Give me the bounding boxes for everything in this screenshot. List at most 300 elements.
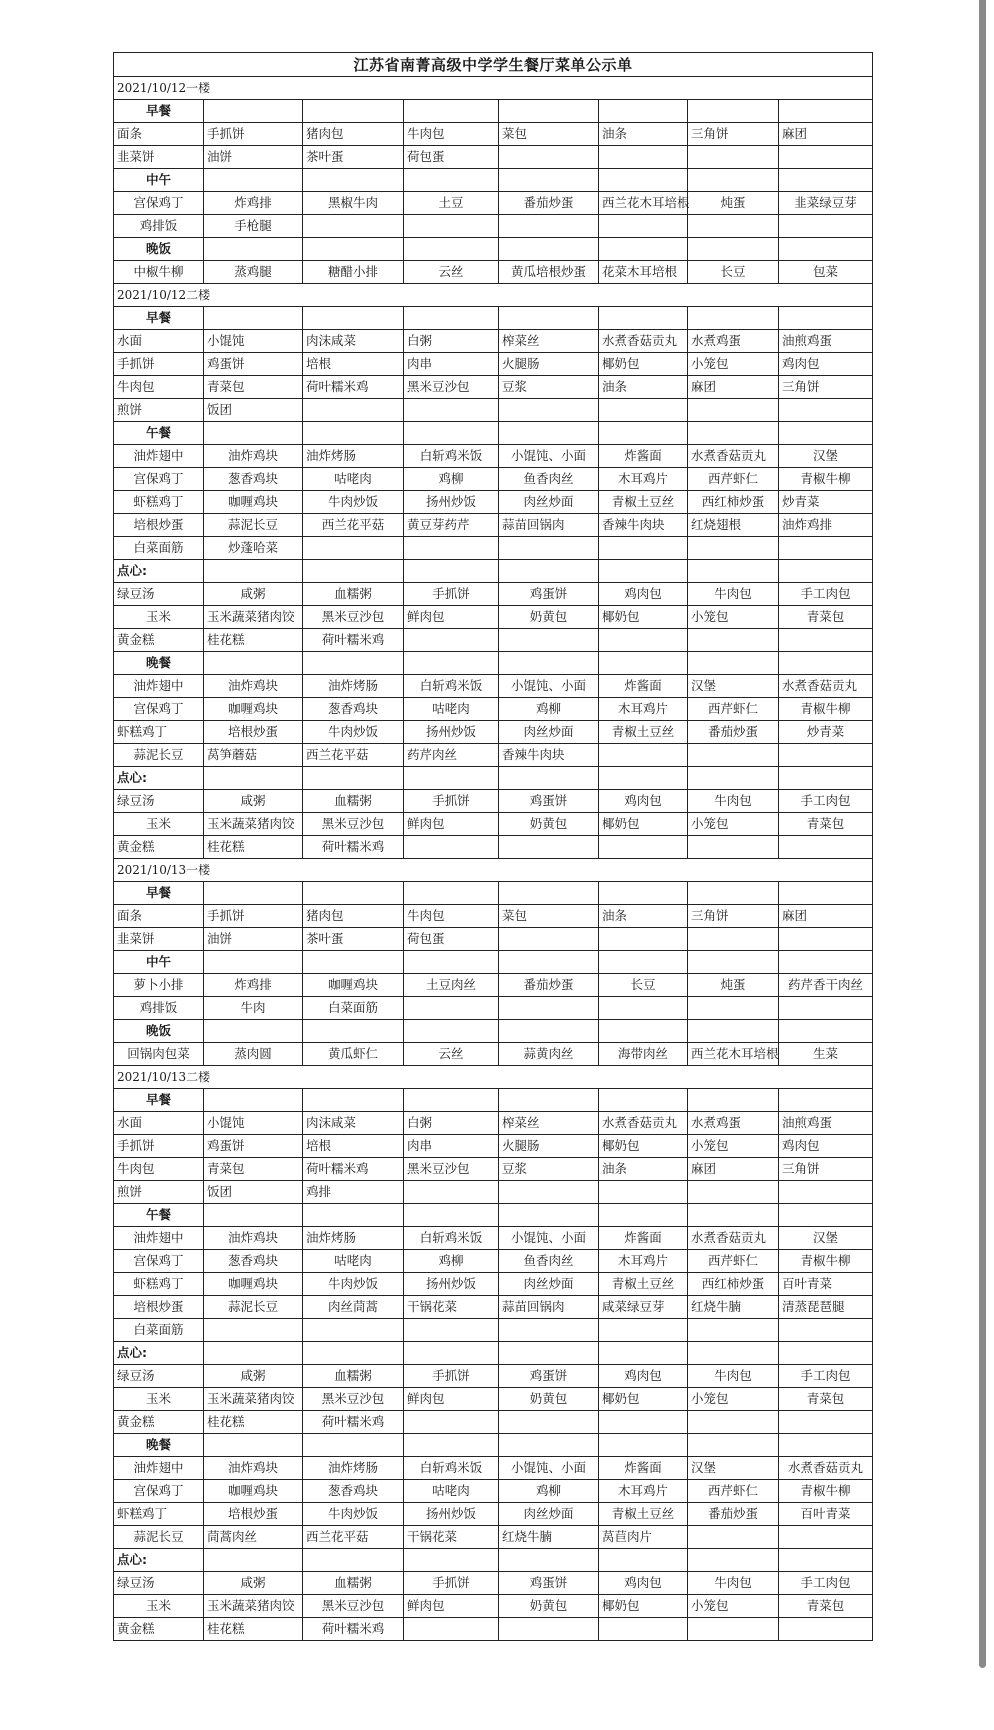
dish-cell: 豆浆 xyxy=(499,1158,599,1181)
empty-cell xyxy=(204,1342,303,1365)
menu-row xyxy=(114,1572,873,1595)
dish-cell: 青椒土豆丝 xyxy=(599,721,688,744)
dish-cell: 肉沫咸菜 xyxy=(303,330,404,353)
empty-cell xyxy=(499,100,599,123)
dish-cell: 干锅花菜 xyxy=(404,1296,499,1319)
empty-cell xyxy=(688,146,779,169)
dish-cell: 青椒牛柳 xyxy=(779,698,873,721)
empty-cell xyxy=(204,767,303,790)
section-date: 2021/10/13二楼 xyxy=(114,1066,873,1089)
dish-cell: 肉丝炒面 xyxy=(499,1503,599,1526)
dish-cell: 番茄炒蛋 xyxy=(499,974,599,997)
empty-cell xyxy=(303,238,404,261)
dish-cell: 扬州炒饭 xyxy=(404,491,499,514)
empty-cell xyxy=(599,537,688,560)
dish-cell: 小馄饨、小面 xyxy=(499,445,599,468)
dish-cell: 蒜泥长豆 xyxy=(204,514,303,537)
menu-row xyxy=(114,192,873,215)
empty-cell xyxy=(779,744,873,767)
empty-cell xyxy=(599,1411,688,1434)
empty-cell xyxy=(303,537,404,560)
dish-cell: 面条 xyxy=(114,123,204,146)
dish-cell: 牛肉炒饭 xyxy=(303,1503,404,1526)
dish-cell: 血糯粥 xyxy=(303,790,404,813)
dish-cell: 小馄饨、小面 xyxy=(499,1457,599,1480)
dish-cell: 桂花糕 xyxy=(204,1411,303,1434)
dish-cell: 咕咾肉 xyxy=(404,698,499,721)
dish-cell: 鲜肉包 xyxy=(404,813,499,836)
dish-cell: 面条 xyxy=(114,905,204,928)
dish-cell: 西兰花平菇 xyxy=(303,514,404,537)
dish-cell: 黄豆芽药芹 xyxy=(404,514,499,537)
dish-cell: 油炸鸡块 xyxy=(204,1227,303,1250)
dish-cell: 番茄炒蛋 xyxy=(688,721,779,744)
dish-cell: 青椒牛柳 xyxy=(779,1250,873,1273)
menu-row xyxy=(114,974,873,997)
menu-row xyxy=(114,721,873,744)
dish-cell: 水煮香菇贡丸 xyxy=(688,1227,779,1250)
dish-cell: 炖蛋 xyxy=(688,192,779,215)
dish-cell: 土豆 xyxy=(404,192,499,215)
menu-row xyxy=(114,1480,873,1503)
dish-cell: 油条 xyxy=(599,376,688,399)
dish-cell: 牛肉包 xyxy=(404,123,499,146)
dish-cell: 蒜黄肉丝 xyxy=(499,1043,599,1066)
dish-cell: 香辣牛肉块 xyxy=(599,514,688,537)
dish-cell: 西芹虾仁 xyxy=(688,468,779,491)
dish-cell: 培根 xyxy=(303,1135,404,1158)
empty-cell xyxy=(688,1181,779,1204)
dish-cell: 血糯粥 xyxy=(303,583,404,606)
empty-cell xyxy=(499,1411,599,1434)
empty-cell xyxy=(779,146,873,169)
empty-cell xyxy=(404,767,499,790)
dish-cell: 鲜肉包 xyxy=(404,1595,499,1618)
empty-cell xyxy=(599,767,688,790)
empty-cell xyxy=(779,1549,873,1572)
empty-cell xyxy=(204,422,303,445)
dish-cell: 榨菜丝 xyxy=(499,330,599,353)
dish-cell: 青椒土豆丝 xyxy=(599,491,688,514)
dish-cell: 红烧牛腩 xyxy=(688,1296,779,1319)
empty-cell xyxy=(204,652,303,675)
dish-cell: 黑米豆沙包 xyxy=(404,1158,499,1181)
dish-cell: 水面 xyxy=(114,1112,204,1135)
dish-cell: 手抓饼 xyxy=(204,905,303,928)
empty-cell xyxy=(204,1204,303,1227)
empty-cell xyxy=(404,238,499,261)
empty-cell xyxy=(404,1618,499,1641)
dish-cell: 饭团 xyxy=(204,399,303,422)
menu-row xyxy=(114,353,873,376)
empty-cell xyxy=(688,928,779,951)
snack-label: 点心: xyxy=(114,767,204,790)
dish-cell: 西红柿炒蛋 xyxy=(688,1273,779,1296)
dish-cell: 蒜泥长豆 xyxy=(204,1296,303,1319)
empty-cell xyxy=(688,1526,779,1549)
empty-cell xyxy=(499,399,599,422)
empty-cell xyxy=(499,537,599,560)
empty-cell xyxy=(599,1342,688,1365)
dish-cell: 红烧翅根 xyxy=(688,514,779,537)
dish-cell: 油条 xyxy=(599,123,688,146)
dish-cell: 手抓饼 xyxy=(404,1572,499,1595)
dish-cell: 椰奶包 xyxy=(599,1388,688,1411)
dish-cell: 麻团 xyxy=(779,905,873,928)
empty-cell xyxy=(688,1089,779,1112)
dish-cell: 回锅肉包菜 xyxy=(114,1043,204,1066)
empty-cell xyxy=(688,1020,779,1043)
menu-row xyxy=(114,1457,873,1480)
empty-cell xyxy=(779,307,873,330)
meal-label: 中午 xyxy=(114,951,204,974)
meal-header-row xyxy=(114,1204,873,1227)
empty-cell xyxy=(688,422,779,445)
menu-row xyxy=(114,330,873,353)
empty-cell xyxy=(779,215,873,238)
empty-cell xyxy=(404,1342,499,1365)
dish-cell: 萝卜小排 xyxy=(114,974,204,997)
dish-cell: 玉米 xyxy=(114,1595,204,1618)
dish-cell: 鸡柳 xyxy=(499,1480,599,1503)
empty-cell xyxy=(779,629,873,652)
dish-cell: 白菜面筋 xyxy=(303,997,404,1020)
empty-cell xyxy=(404,399,499,422)
meal-header-row xyxy=(114,1020,873,1043)
empty-cell xyxy=(688,537,779,560)
dish-cell: 长豆 xyxy=(599,974,688,997)
dish-cell: 三角饼 xyxy=(779,376,873,399)
dish-cell: 油炸翅中 xyxy=(114,675,204,698)
dish-cell: 宫保鸡丁 xyxy=(114,698,204,721)
empty-cell xyxy=(303,100,404,123)
dish-cell: 扬州炒饭 xyxy=(404,1273,499,1296)
empty-cell xyxy=(303,169,404,192)
dish-cell: 白斩鸡米饭 xyxy=(404,445,499,468)
dish-cell: 小笼包 xyxy=(688,1595,779,1618)
dish-cell: 茶叶蛋 xyxy=(303,146,404,169)
dish-cell: 玉米蔬菜猪肉饺 xyxy=(204,1595,303,1618)
dish-cell: 蒸肉圆 xyxy=(204,1043,303,1066)
empty-cell xyxy=(404,100,499,123)
empty-cell xyxy=(499,1020,599,1043)
menu-row xyxy=(114,445,873,468)
empty-cell xyxy=(499,1089,599,1112)
dish-cell: 海带肉丝 xyxy=(599,1043,688,1066)
dish-cell: 油煎鸡蛋 xyxy=(779,1112,873,1135)
empty-cell xyxy=(499,767,599,790)
dish-cell: 椰奶包 xyxy=(599,606,688,629)
dish-cell: 宫保鸡丁 xyxy=(114,468,204,491)
menu-row xyxy=(114,790,873,813)
empty-cell xyxy=(688,100,779,123)
dish-cell: 白斩鸡米饭 xyxy=(404,1457,499,1480)
empty-cell xyxy=(599,146,688,169)
dish-cell: 荷叶糯米鸡 xyxy=(303,1158,404,1181)
dish-cell: 油炸翅中 xyxy=(114,1227,204,1250)
meal-label: 晚餐 xyxy=(114,652,204,675)
dish-cell: 榨菜丝 xyxy=(499,1112,599,1135)
dish-cell: 云丝 xyxy=(404,1043,499,1066)
dish-cell: 手抓饼 xyxy=(404,790,499,813)
menu-row xyxy=(114,1526,873,1549)
dish-cell: 扬州炒饭 xyxy=(404,721,499,744)
empty-cell xyxy=(599,629,688,652)
dish-cell: 牛肉包 xyxy=(114,376,204,399)
dish-cell: 桂花糕 xyxy=(204,629,303,652)
dish-cell: 小馄饨 xyxy=(204,1112,303,1135)
dish-cell: 西芹虾仁 xyxy=(688,698,779,721)
dish-cell: 肉丝炒面 xyxy=(499,721,599,744)
dish-cell: 炸酱面 xyxy=(599,1457,688,1480)
section-date: 2021/10/12一楼 xyxy=(114,77,873,100)
snack-header-row xyxy=(114,1549,873,1572)
dish-cell: 鸡柳 xyxy=(499,698,599,721)
dish-cell: 小笼包 xyxy=(688,606,779,629)
dish-cell: 饭团 xyxy=(204,1181,303,1204)
empty-cell xyxy=(779,169,873,192)
empty-cell xyxy=(779,537,873,560)
section-date-row xyxy=(114,77,873,100)
dish-cell: 油饼 xyxy=(204,928,303,951)
empty-cell xyxy=(688,238,779,261)
dish-cell: 菜包 xyxy=(499,905,599,928)
empty-cell xyxy=(303,307,404,330)
meal-label: 早餐 xyxy=(114,307,204,330)
meal-label: 晚饭 xyxy=(114,1020,204,1043)
empty-cell xyxy=(303,652,404,675)
dish-cell: 牛肉包 xyxy=(688,1365,779,1388)
menu-row xyxy=(114,1273,873,1296)
dish-cell: 咖喱鸡块 xyxy=(204,1273,303,1296)
dish-cell: 白菜面筋 xyxy=(114,537,204,560)
meal-label: 午餐 xyxy=(114,1204,204,1227)
dish-cell: 药芹肉丝 xyxy=(404,744,499,767)
empty-cell xyxy=(688,836,779,859)
snack-label: 点心: xyxy=(114,1549,204,1572)
empty-cell xyxy=(404,537,499,560)
empty-cell xyxy=(688,1549,779,1572)
dish-cell: 鸡排 xyxy=(303,1181,404,1204)
dish-cell: 油炸烤肠 xyxy=(303,1457,404,1480)
dish-cell: 宫保鸡丁 xyxy=(114,1250,204,1273)
dish-cell: 茶叶蛋 xyxy=(303,928,404,951)
dish-cell: 西红柿炒蛋 xyxy=(688,491,779,514)
dish-cell: 白斩鸡米饭 xyxy=(404,1227,499,1250)
empty-cell xyxy=(779,882,873,905)
empty-cell xyxy=(204,1434,303,1457)
dish-cell: 鸡排饭 xyxy=(114,215,204,238)
dish-cell: 蒜泥长豆 xyxy=(114,1526,204,1549)
empty-cell xyxy=(599,560,688,583)
empty-cell xyxy=(404,1020,499,1043)
dish-cell: 荷包蛋 xyxy=(404,928,499,951)
dish-cell: 白斩鸡米饭 xyxy=(404,675,499,698)
empty-cell xyxy=(688,882,779,905)
dish-cell: 绿豆汤 xyxy=(114,583,204,606)
dish-cell: 油炸翅中 xyxy=(114,445,204,468)
dish-cell: 炸酱面 xyxy=(599,1227,688,1250)
empty-cell xyxy=(599,928,688,951)
dish-cell: 牛肉包 xyxy=(688,1572,779,1595)
empty-cell xyxy=(688,560,779,583)
empty-cell xyxy=(779,1181,873,1204)
dish-cell: 黄瓜虾仁 xyxy=(303,1043,404,1066)
dish-cell: 培根炒蛋 xyxy=(204,1503,303,1526)
empty-cell xyxy=(499,307,599,330)
empty-cell xyxy=(499,951,599,974)
menu-row xyxy=(114,1618,873,1641)
dish-cell: 白粥 xyxy=(404,330,499,353)
dish-cell: 黑米豆沙包 xyxy=(303,813,404,836)
snack-label: 点心: xyxy=(114,1342,204,1365)
menu-row xyxy=(114,146,873,169)
menu-row xyxy=(114,261,873,284)
dish-cell: 豆浆 xyxy=(499,376,599,399)
section-date-row xyxy=(114,284,873,307)
menu-row xyxy=(114,928,873,951)
empty-cell xyxy=(599,399,688,422)
dish-cell: 鸡蛋饼 xyxy=(499,1365,599,1388)
dish-cell: 包菜 xyxy=(779,261,873,284)
empty-cell xyxy=(599,951,688,974)
empty-cell xyxy=(779,1434,873,1457)
empty-cell xyxy=(303,1434,404,1457)
dish-cell: 鸡肉包 xyxy=(599,790,688,813)
dish-cell: 西兰花平菇 xyxy=(303,1526,404,1549)
menu-row xyxy=(114,698,873,721)
dish-cell: 青菜包 xyxy=(779,813,873,836)
menu-row xyxy=(114,744,873,767)
dish-cell: 百叶青菜 xyxy=(779,1503,873,1526)
empty-cell xyxy=(688,169,779,192)
meal-header-row xyxy=(114,882,873,905)
menu-row xyxy=(114,629,873,652)
empty-cell xyxy=(599,169,688,192)
dish-cell: 莴笋蘑菇 xyxy=(204,744,303,767)
dish-cell: 咕咾肉 xyxy=(303,468,404,491)
empty-cell xyxy=(688,1319,779,1342)
dish-cell: 白粥 xyxy=(404,1112,499,1135)
empty-cell xyxy=(303,399,404,422)
dish-cell: 牛肉包 xyxy=(114,1158,204,1181)
dish-cell: 肉沫咸菜 xyxy=(303,1112,404,1135)
empty-cell xyxy=(499,882,599,905)
dish-cell: 肉丝茼蒿 xyxy=(303,1296,404,1319)
empty-cell xyxy=(499,1319,599,1342)
dish-cell: 油炸鸡排 xyxy=(779,514,873,537)
dish-cell: 鸡柳 xyxy=(404,1250,499,1273)
menu-row xyxy=(114,1411,873,1434)
empty-cell xyxy=(204,1089,303,1112)
empty-cell xyxy=(688,997,779,1020)
dish-cell: 鲜肉包 xyxy=(404,606,499,629)
dish-cell: 小馄饨 xyxy=(204,330,303,353)
empty-cell xyxy=(599,1204,688,1227)
empty-cell xyxy=(404,307,499,330)
dish-cell: 奶黄包 xyxy=(499,813,599,836)
dish-cell: 咸菜绿豆芽 xyxy=(599,1296,688,1319)
dish-cell: 桂花糕 xyxy=(204,836,303,859)
empty-cell xyxy=(303,882,404,905)
meal-label: 中午 xyxy=(114,169,204,192)
empty-cell xyxy=(404,1411,499,1434)
dish-cell: 蒜泥长豆 xyxy=(114,744,204,767)
empty-cell xyxy=(599,836,688,859)
empty-cell xyxy=(303,1342,404,1365)
empty-cell xyxy=(599,997,688,1020)
dish-cell: 咸粥 xyxy=(204,1365,303,1388)
dish-cell: 黑米豆沙包 xyxy=(303,1595,404,1618)
dish-cell: 肉串 xyxy=(404,353,499,376)
meal-label: 午餐 xyxy=(114,422,204,445)
dish-cell: 红烧牛腩 xyxy=(499,1526,599,1549)
empty-cell xyxy=(303,1319,404,1342)
dish-cell: 油炸烤肠 xyxy=(303,445,404,468)
dish-cell: 桂花糕 xyxy=(204,1618,303,1641)
dish-cell: 绿豆汤 xyxy=(114,790,204,813)
dish-cell: 培根炒蛋 xyxy=(204,721,303,744)
dish-cell: 手工肉包 xyxy=(779,1572,873,1595)
empty-cell xyxy=(688,1204,779,1227)
empty-cell xyxy=(599,100,688,123)
dish-cell: 椰奶包 xyxy=(599,1135,688,1158)
meal-header-row xyxy=(114,652,873,675)
dish-cell: 云丝 xyxy=(404,261,499,284)
empty-cell xyxy=(499,1204,599,1227)
empty-cell xyxy=(779,951,873,974)
empty-cell xyxy=(499,215,599,238)
dish-cell: 花菜木耳培根 xyxy=(599,261,688,284)
menu-row xyxy=(114,1365,873,1388)
dish-cell: 咖喱鸡块 xyxy=(204,698,303,721)
empty-cell xyxy=(779,238,873,261)
dish-cell: 香辣牛肉块 xyxy=(499,744,599,767)
empty-cell xyxy=(779,928,873,951)
dish-cell: 韭菜绿豆芽 xyxy=(779,192,873,215)
vertical-scrollbar[interactable] xyxy=(979,0,986,1668)
dish-cell: 培根炒蛋 xyxy=(114,1296,204,1319)
dish-cell: 黑米豆沙包 xyxy=(303,606,404,629)
meal-label: 晚饭 xyxy=(114,238,204,261)
dish-cell: 绿豆汤 xyxy=(114,1572,204,1595)
menu-row xyxy=(114,1135,873,1158)
dish-cell: 青菜包 xyxy=(204,1158,303,1181)
dish-cell: 油炸烤肠 xyxy=(303,675,404,698)
dish-cell: 煎饼 xyxy=(114,1181,204,1204)
dish-cell: 麻团 xyxy=(688,1158,779,1181)
empty-cell xyxy=(499,629,599,652)
dish-cell: 小笼包 xyxy=(688,353,779,376)
menu-row xyxy=(114,1250,873,1273)
empty-cell xyxy=(303,1204,404,1227)
dish-cell: 肉串 xyxy=(404,1135,499,1158)
empty-cell xyxy=(404,629,499,652)
menu-row xyxy=(114,514,873,537)
empty-cell xyxy=(499,836,599,859)
menu-row xyxy=(114,1503,873,1526)
dish-cell: 蒜苗回锅肉 xyxy=(499,1296,599,1319)
dish-cell: 咖喱鸡块 xyxy=(303,974,404,997)
empty-cell xyxy=(599,1319,688,1342)
dish-cell: 荷叶糯米鸡 xyxy=(303,836,404,859)
menu-row xyxy=(114,1181,873,1204)
dish-cell: 培根炒蛋 xyxy=(114,514,204,537)
dish-cell: 玉米蔬菜猪肉饺 xyxy=(204,813,303,836)
meal-label: 早餐 xyxy=(114,100,204,123)
dish-cell: 长豆 xyxy=(688,261,779,284)
dish-cell: 葱香鸡块 xyxy=(303,1480,404,1503)
